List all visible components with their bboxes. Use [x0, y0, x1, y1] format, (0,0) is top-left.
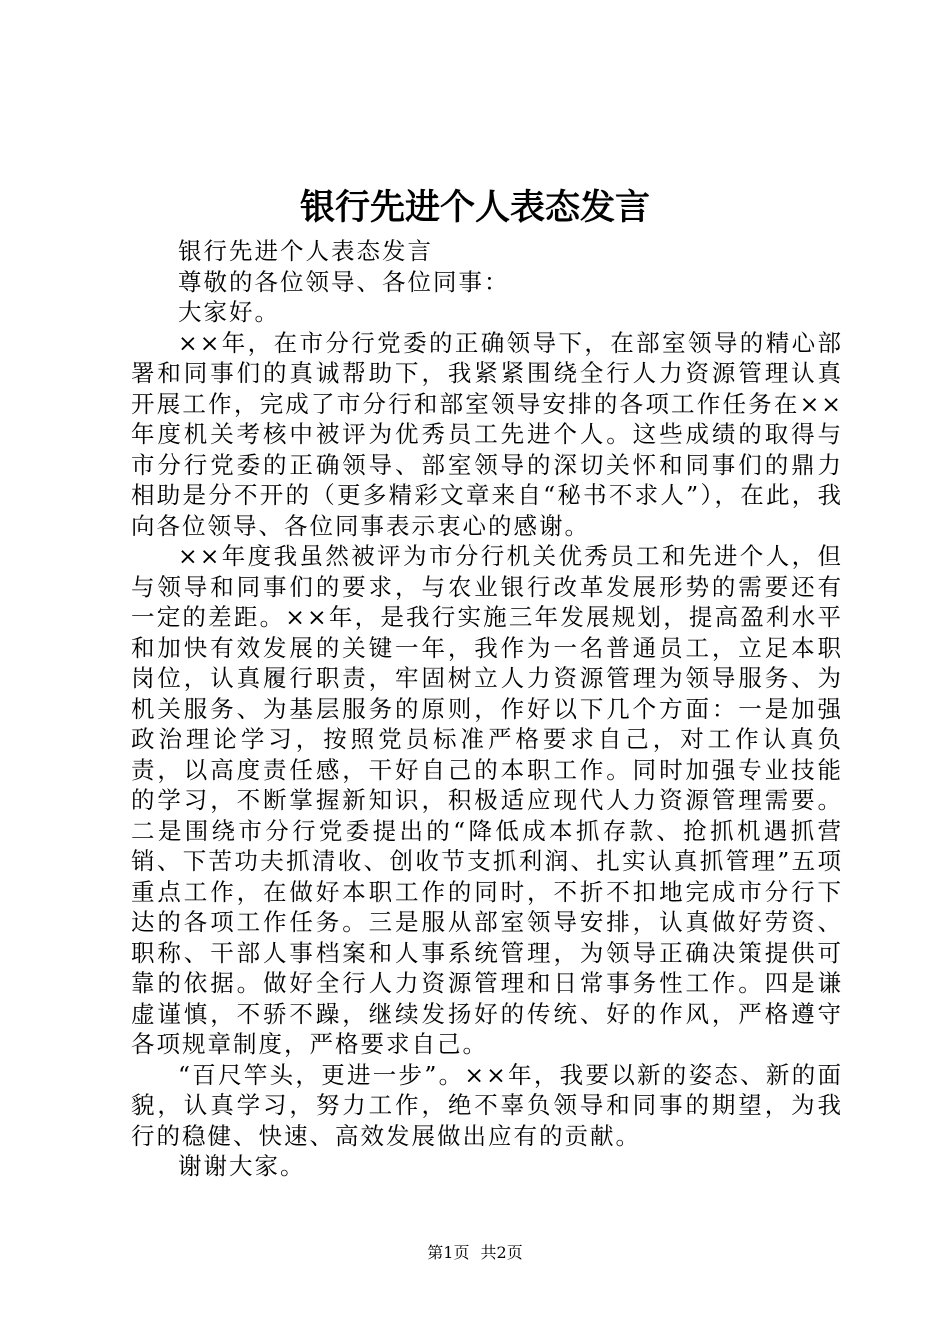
- paragraph-body-3: “百尺竿头，更进一步”。××年，我要以新的姿态、新的面貌，认真学习，努力工作，绝不辜负领导和同事的期望，为我行的稳健、快速、高效发展做出应有的贡献。: [131, 1060, 843, 1150]
- paragraph-body-1: ××年，在市分行党委的正确领导下，在部室领导的精心部署和同事们的真诚帮助下，我紧紧围绕全行人力资源管理认真开展工作，完成了市分行和部室领导安排的各项工作任务在××年度机关考核中被评为优秀员工先进个人。这些成绩的取得与市分行党委的正确领导、部室领导的深切关怀和同事们的鼎力相助是分不开的（更多精彩文章来自“秘书不求人”），在此，我向各位领导、各位同事表示衷心的感谢。: [131, 328, 843, 540]
- paragraph-greeting: 大家好。: [178, 298, 280, 326]
- paragraph-closing: 谢谢大家。: [178, 1152, 306, 1180]
- page-footer: [0, 1242, 950, 1264]
- document-body: [131, 236, 843, 1182]
- page-total: 共2页: [480, 1243, 523, 1262]
- paragraph-salutation: 尊敬的各位领导、各位同事：: [178, 267, 510, 296]
- page-title: 银行先进个人表态发言: [299, 187, 650, 228]
- paragraph-body-2: ××年度我虽然被评为市分行机关优秀员工和先进个人，但与领导和同事们的要求，与农业银行改革发展形势的需要还有一定的差距。××年，是我行实施三年发展规划，提高盈利水平和加快有效发展的关键一年，我作为一名普通员工，立足本职岗位，认真履行职责，牢固树立人力资源管理为领导服务、为机关服务、为基层服务的原则，作好以下几个方面：一是加强政治理论学习，按照党员标准严格要求自己，对工作认真负责，以高度责任感，干好自己的本职工作。同时加强专业技能的学习，不断掌握新知识，积极适应现代人力资源管理需要。二是围绕市分行党委提出的“降低成本抓存款、抢抓机遇抓营销、下苦功夫抓清收、创收节支抓利润、扎实认真抓管理”五项重点工作，在做好本职工作的同时，不折不扣地完成市分行下达的各项工作任务。三是服从部室领导安排，认真做好劳资、职称、干部人事档案和人事系统管理，为领导正确决策提供可靠的依据。做好全行人力资源管理和日常事务性工作。四是谦虚谨慎，不骄不躁，继续发扬好的传统、好的作风，严格遵守各项规章制度，严格要求自己。: [131, 542, 843, 1058]
- page-number: 第1页: [427, 1243, 470, 1262]
- paragraph-heading: 银行先进个人表态发言: [178, 237, 433, 265]
